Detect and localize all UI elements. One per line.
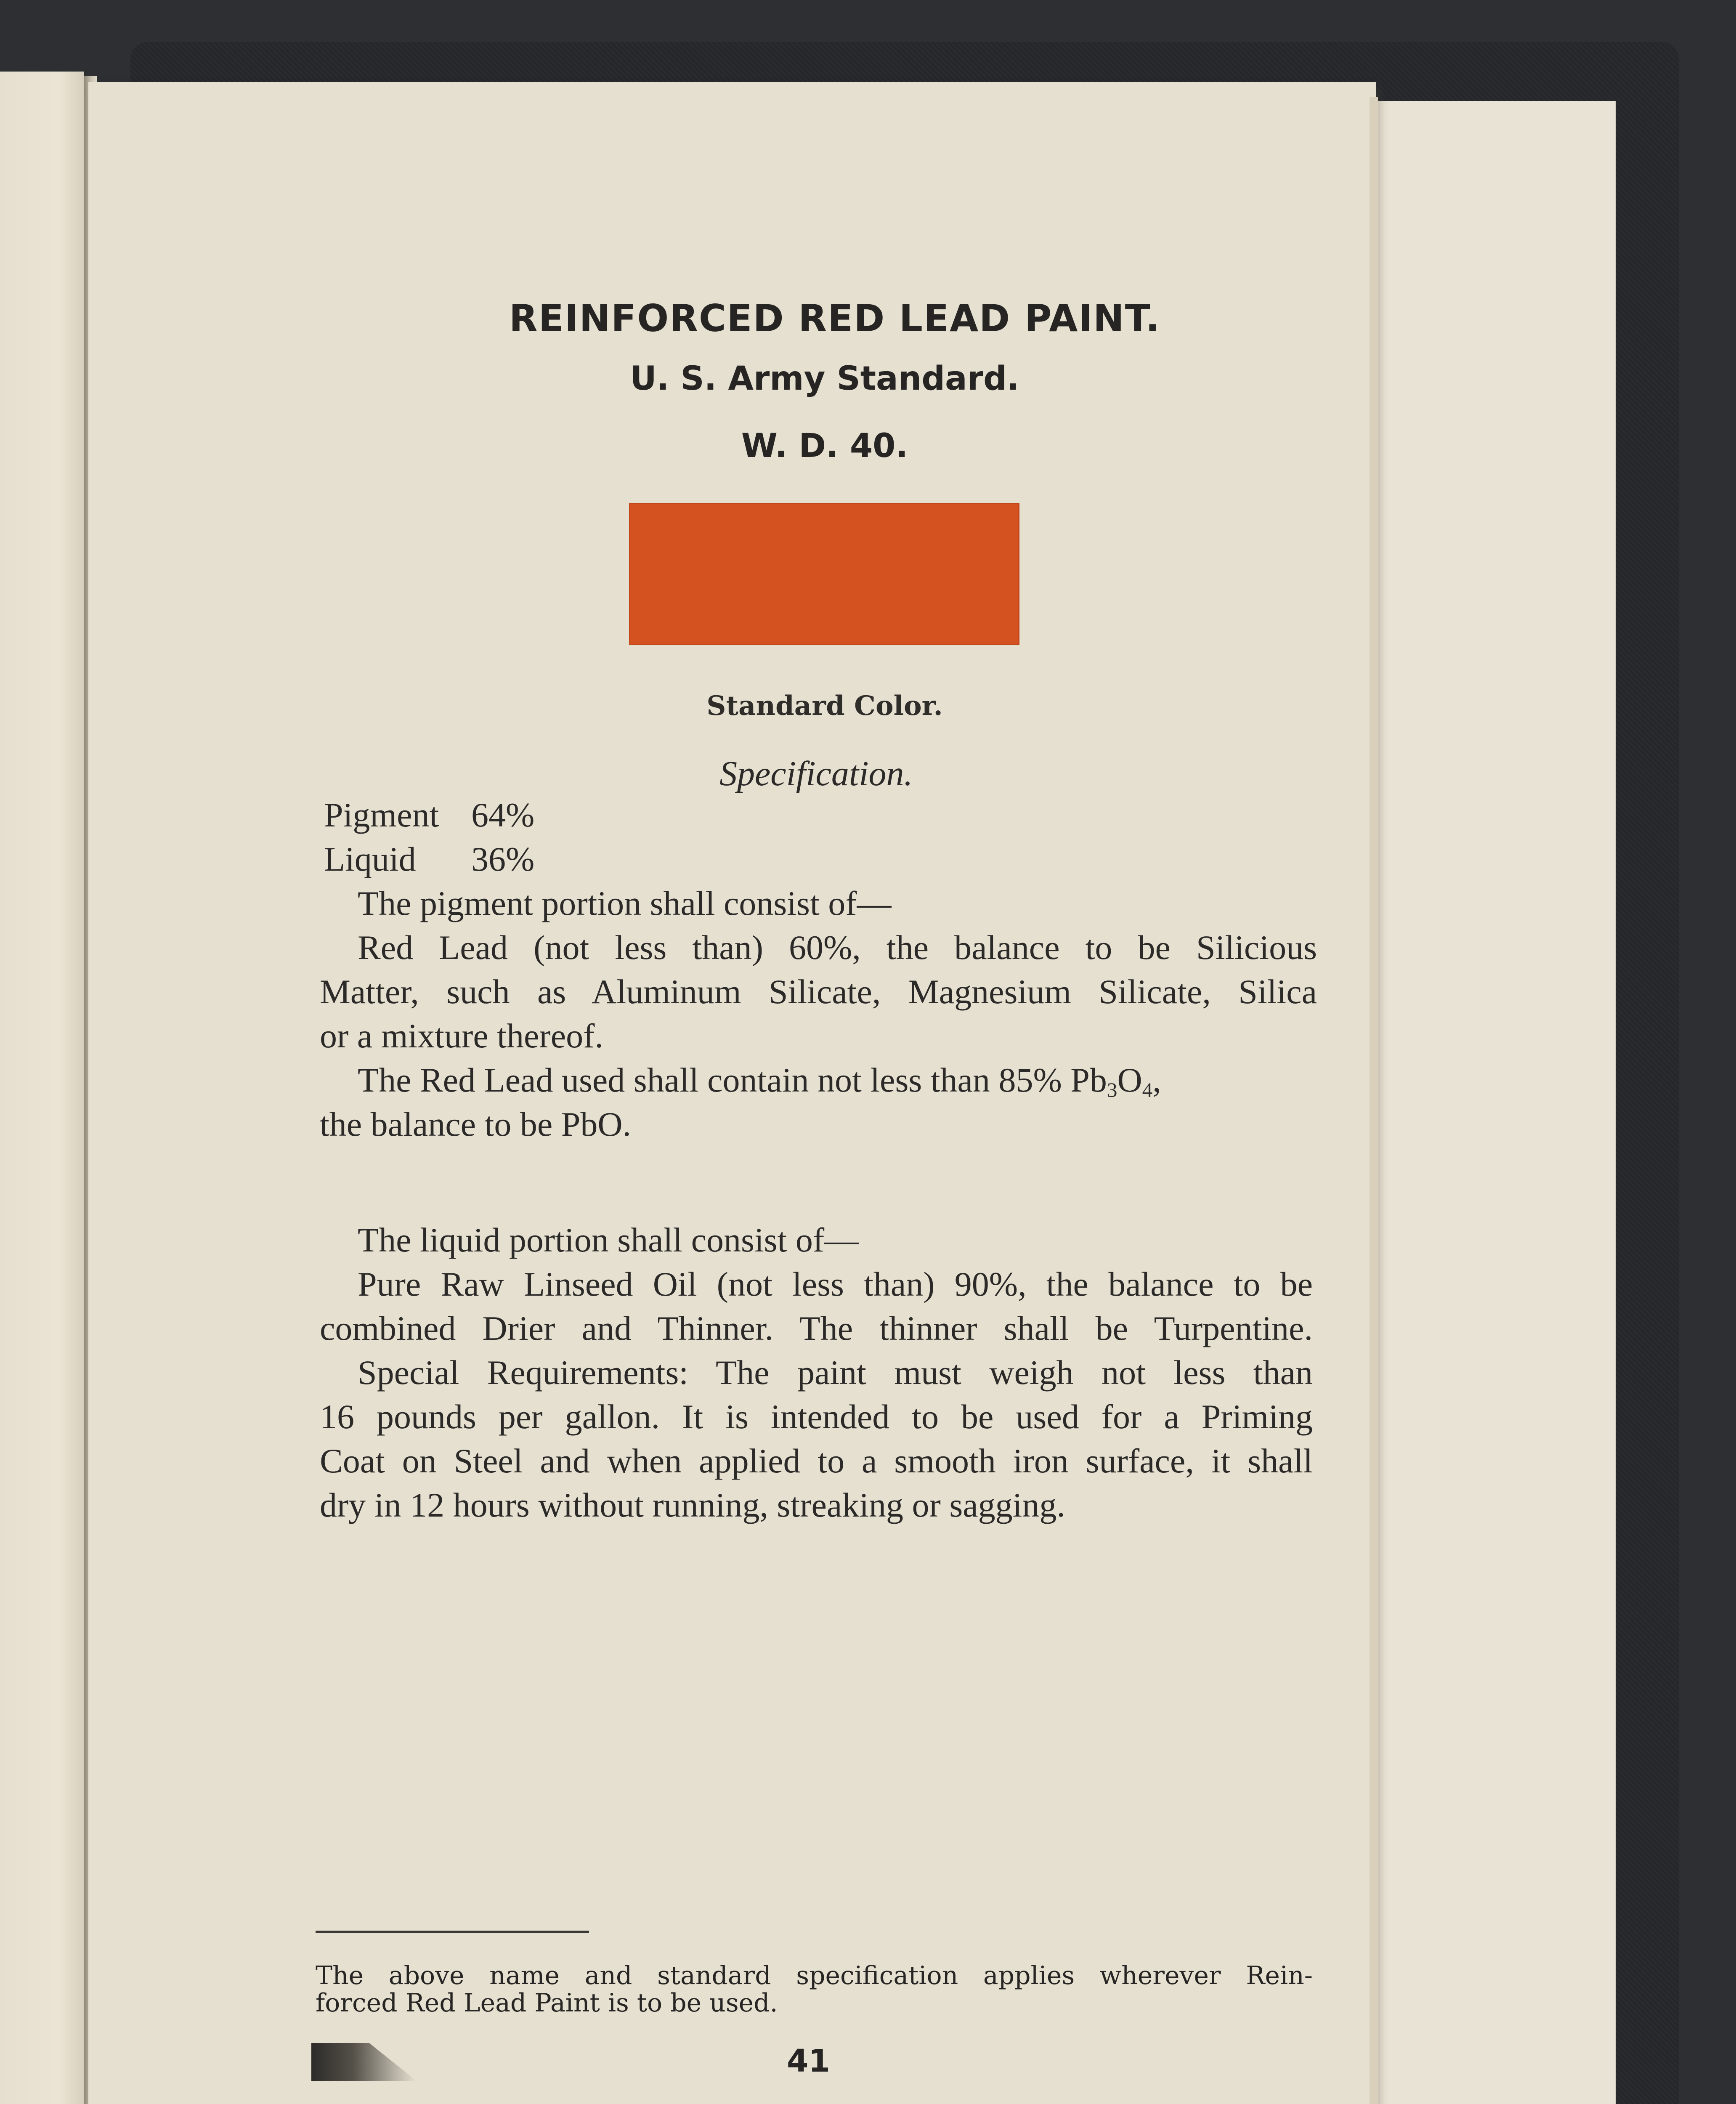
composition-label: Liquid — [324, 840, 416, 878]
endpaper — [1367, 101, 1616, 2104]
pigment-line: the balance to be PbO. — [320, 1105, 632, 1143]
formula-punctuation: , — [1152, 1061, 1161, 1099]
designation: W. D. 40. — [741, 427, 908, 465]
pigment-line: Red Lead (not less than) 60%, the balance to be Silicious — [358, 928, 1317, 967]
page-edge — [1370, 97, 1378, 2104]
footnote-rule — [316, 1931, 589, 1933]
pigment-lead-line — [358, 1060, 1161, 1100]
left-page-edge — [0, 72, 84, 2104]
pigment-line: Matter, such as Aluminum Silicate, Magnesium Silicate, Silica — [320, 972, 1317, 1011]
page-number: 41 — [787, 2043, 830, 2079]
page-subtitle: U. S. Army Standard. — [630, 360, 1019, 398]
ink-smudge — [311, 2043, 417, 2081]
formula-subscript: 4 — [1142, 1078, 1153, 1102]
composition-row-liquid — [324, 839, 535, 879]
footnote-line: The above name and standard specification applies wherever Rein- — [316, 1961, 1313, 1990]
page-title: REINFORCED RED LEAD PAINT. — [509, 297, 1160, 340]
composition-label: Pigment — [324, 796, 439, 834]
pigment-line: or a mixture thereof. — [320, 1017, 603, 1055]
document-page — [88, 82, 1376, 2104]
swatch-caption: Standard Color. — [706, 690, 943, 722]
formula-element: O — [1117, 1061, 1142, 1099]
color-swatch — [629, 503, 1019, 645]
section-heading: Specification. — [719, 754, 913, 793]
pigment-intro: The pigment portion shall consist of— — [358, 884, 892, 922]
footnote-line: forced Red Lead Paint is to be used. — [316, 1988, 778, 2018]
composition-value: 36% — [471, 840, 535, 878]
special-requirements-line: Special Requirements: The paint must weigh not less than — [358, 1353, 1313, 1392]
pigment-lead-text: The Red Lead used shall contain not less than 85% Pb — [358, 1061, 1107, 1099]
special-requirements-line: dry in 12 hours without running, streaking or sagging. — [320, 1486, 1065, 1524]
liquid-line: Pure Raw Linseed Oil (not less than) 90%, the balance to be — [358, 1265, 1313, 1303]
liquid-intro: The liquid portion shall consist of— — [358, 1221, 859, 1259]
special-requirements-line: Coat on Steel and when applied to a smooth iron surface, it shall — [320, 1442, 1313, 1480]
composition-row-pigment — [324, 795, 535, 835]
liquid-line: combined Drier and Thinner. The thinner shall be Turpentine. — [320, 1309, 1313, 1347]
formula-subscript: 3 — [1107, 1078, 1118, 1102]
composition-value: 64% — [471, 796, 535, 834]
special-requirements-line: 16 pounds per gallon. It is intended to be used for a Priming — [320, 1397, 1313, 1436]
